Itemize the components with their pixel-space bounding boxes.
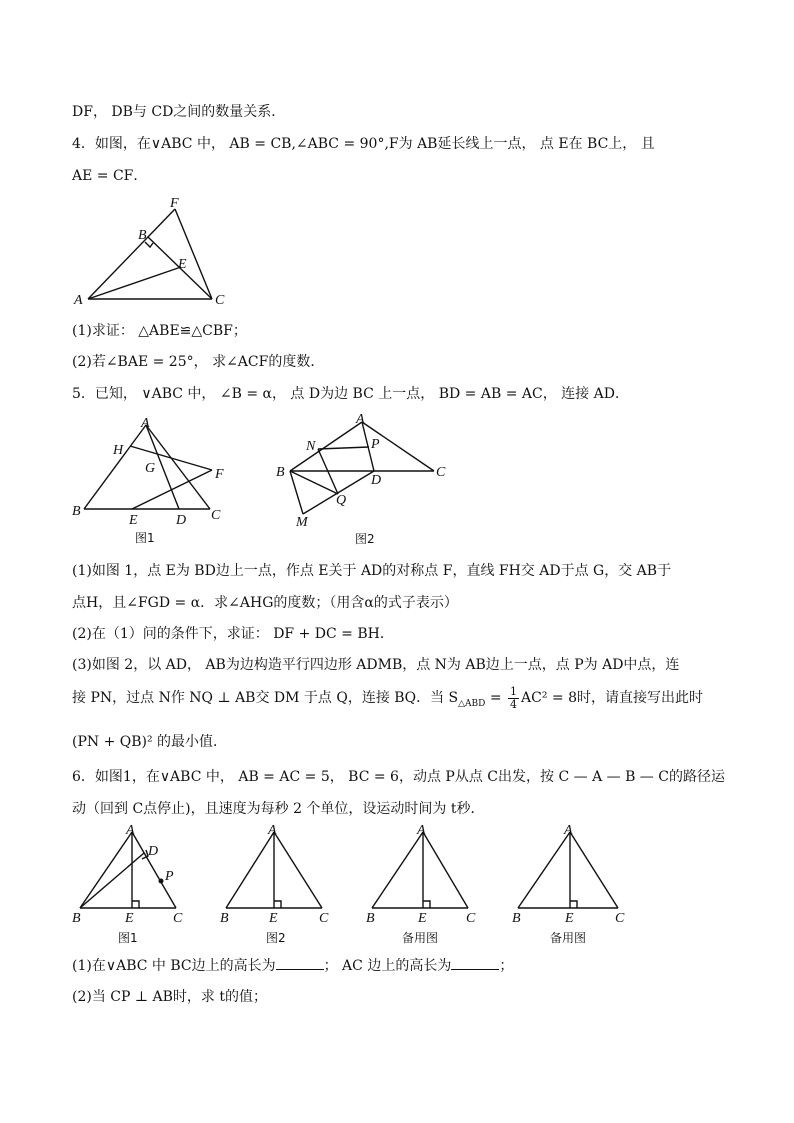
caption-fig-2: 图2: [355, 532, 375, 546]
question-5-stem: 5．已知， ∨ABC 中， ∠B = α， 点 D为边 BC 上一点， BD = AB = AC， 连接 AD．: [72, 386, 629, 402]
question-5-part-3-end: (PN + QB)² 的最小值．: [72, 734, 228, 750]
question-6-stem-cont: 动（回到 C点停止)，且速度为每秒 2 个单位，设运动时间为 t秒．: [72, 801, 485, 817]
question-4-part-1: (1)求证： △ABE≌△CBF；: [72, 323, 247, 339]
question-4-part-2: (2)若∠BAE = 25°， 求∠ACF的度数．: [72, 354, 325, 370]
label-F: F: [215, 467, 224, 482]
label-A: A: [417, 823, 426, 838]
text-segment: (1)在∨ABC 中 BC边上的高长为: [72, 958, 276, 974]
label-C: C: [319, 911, 329, 926]
label-A: A: [74, 293, 83, 308]
label-E: E: [418, 911, 427, 926]
text-line-df-db-cd: DF， DB与 CD之间的数量关系．: [72, 104, 286, 120]
label-B: B: [220, 911, 229, 926]
label-N: N: [306, 439, 316, 454]
label-C: C: [436, 465, 446, 480]
label-D: D: [371, 473, 382, 488]
label-E: E: [129, 513, 138, 528]
label-P: P: [165, 869, 174, 884]
question-5-part-3-cont: [72, 685, 703, 717]
label-C: C: [173, 911, 183, 926]
text-segment: ；: [499, 958, 514, 974]
caption-backup: 备用图: [550, 931, 587, 945]
figure-q6-backup-2: [508, 822, 638, 952]
point-P: [159, 879, 164, 884]
label-A: A: [126, 823, 135, 838]
label-C: C: [615, 911, 625, 926]
label-P: P: [371, 437, 380, 452]
question-6-part-2: (2)当 CP ⊥ AB时，求 t的值；: [72, 989, 267, 1005]
answer-blank-height-ac[interactable]: [451, 969, 499, 970]
figure-q5-1: [70, 412, 240, 550]
fraction-denominator: 4: [510, 697, 518, 711]
label-Q: Q: [336, 493, 347, 508]
label-C: C: [211, 508, 221, 523]
question-4-stem-cont: AE = CF．: [72, 168, 148, 184]
label-A: A: [141, 416, 150, 431]
question-5-part-3: (3)如图 2，以 AD， AB为边构造平行四边形 ADMB，点 N为 AB边上一点，点 P为 AD中点，连: [72, 657, 680, 673]
fraction-numerator: 1: [510, 684, 518, 698]
label-B: B: [276, 465, 285, 480]
label-B: B: [138, 228, 147, 243]
caption-fig-1: 图1: [118, 931, 138, 945]
figure-q6-1: [70, 822, 200, 952]
question-6-stem: 6．如图1，在∨ABC 中， AB = AC = 5， BC = 6，动点 P从点 C出发，按 C — A — B — C的路径运: [72, 769, 725, 785]
label-A: A: [268, 823, 277, 838]
label-H: H: [113, 443, 124, 458]
label-M: M: [296, 515, 308, 530]
question-5-part-1: (1)如图 1，点 E为 BD边上一点，作点 E关于 AD的对称点 F，直线 FH交 AD于点 G，交 AB于: [72, 563, 672, 579]
label-B: B: [512, 911, 521, 926]
caption-fig-1: 图1: [135, 531, 155, 545]
caption-fig-2: 图2: [266, 931, 286, 945]
label-A: A: [564, 823, 573, 838]
label-B: B: [72, 911, 81, 926]
label-C: C: [466, 911, 476, 926]
text-segment: 接 PN，过点 N作 NQ ⊥ AB交 DM 于点 Q，连接 BQ．当 S: [72, 690, 459, 706]
question-5-part-2: (2)在（1）问的条件下，求证： DF + DC = BH．: [72, 626, 394, 642]
area-subscript: △ABD: [458, 698, 486, 709]
text-segment: =: [485, 690, 507, 706]
label-F: F: [170, 196, 179, 211]
label-C: C: [215, 293, 225, 308]
text-segment: AC² = 8时，请直接写出此时: [521, 690, 703, 706]
label-E: E: [269, 911, 278, 926]
label-E: E: [178, 257, 187, 272]
question-4-stem: 4．如图，在∨ABC 中， AB = CB,∠ABC = 90°,F为 AB延长线上一点， 点 E在 BC上， 且: [72, 136, 655, 152]
fraction-one-quarter: [508, 686, 519, 711]
label-E: E: [565, 911, 574, 926]
figure-q6-2: [216, 822, 346, 952]
label-G: G: [145, 461, 156, 476]
question-6-part-1: [72, 957, 513, 975]
label-D: D: [176, 513, 187, 528]
text-segment: ； AC 边上的高长为: [323, 958, 452, 974]
question-5-part-1-cont: 点H，且∠FGD = α．求∠AHG的度数；（用含α的式子表示）: [72, 595, 458, 611]
label-B: B: [366, 911, 375, 926]
label-A: A: [356, 412, 365, 427]
label-B: B: [72, 504, 81, 519]
label-E: E: [125, 911, 134, 926]
figure-q4: [70, 195, 240, 310]
figure-q6-backup-1: [362, 822, 492, 952]
answer-blank-height-bc[interactable]: [276, 969, 324, 970]
caption-backup: 备用图: [402, 931, 439, 945]
label-D: D: [148, 844, 159, 859]
figure-q5-2: [270, 410, 460, 550]
